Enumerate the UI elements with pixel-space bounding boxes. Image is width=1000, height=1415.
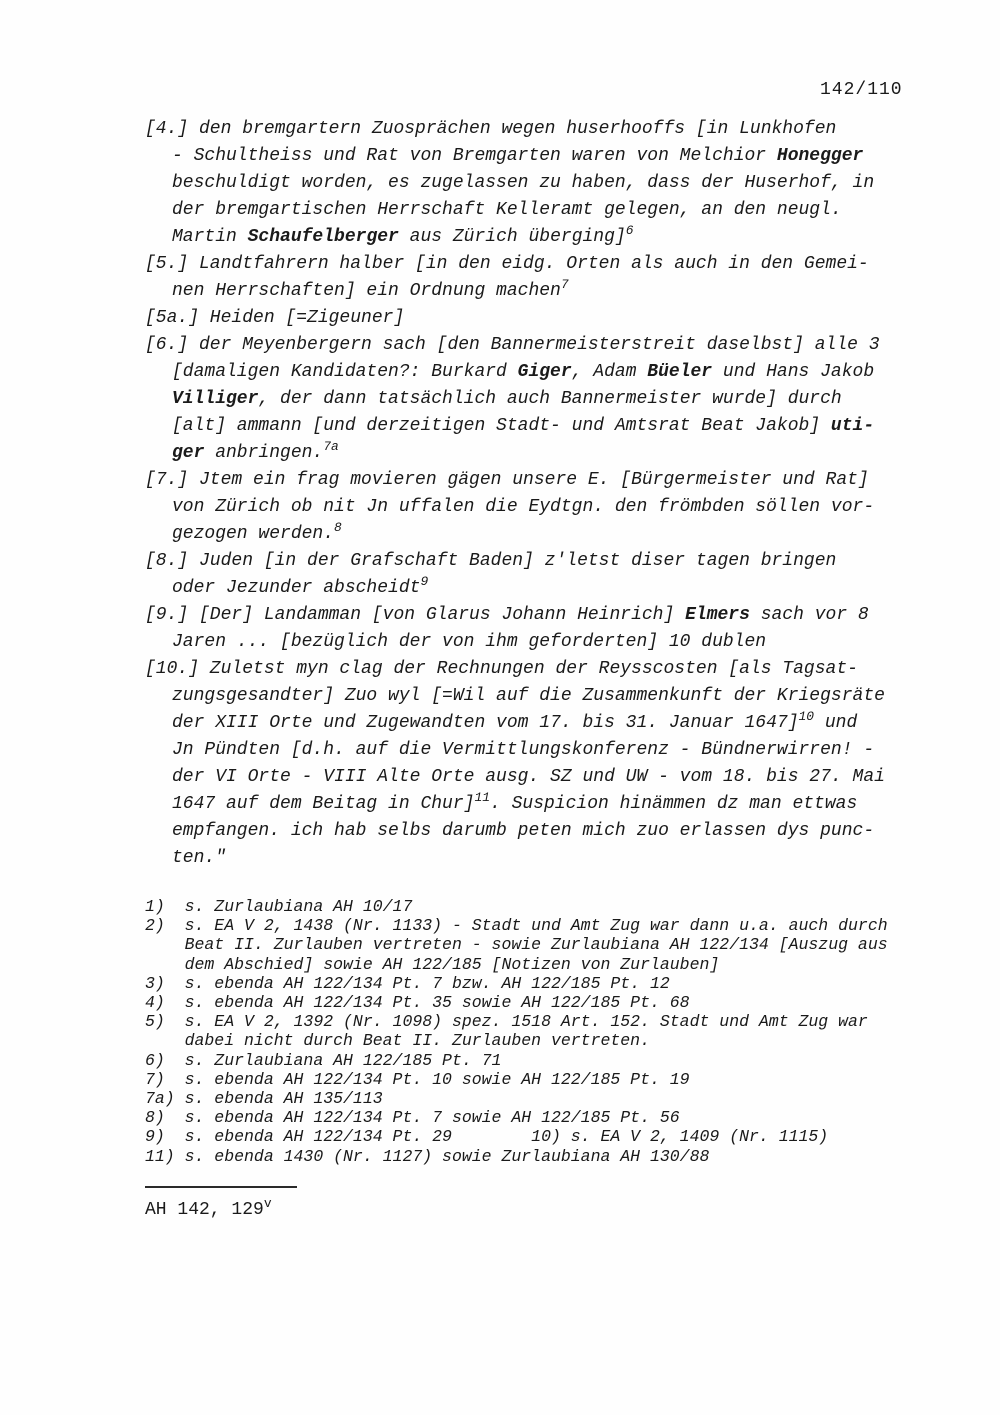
text-segment: [9.] [Der] Landamman [von Glarus Johann Heinrich] <box>145 605 686 625</box>
body-line <box>172 683 945 710</box>
footnote-line: 2) s. EA V 2, 1438 (Nr. 1133) - Stadt und Amt Zug war dann u.a. auch durch <box>145 916 888 936</box>
footnote-reference-marker: 9 <box>420 574 429 589</box>
text-segment: Martin <box>172 227 248 247</box>
body-line <box>172 521 945 548</box>
source-reference-text: AH 142, 129 <box>145 1200 264 1220</box>
body-line <box>172 710 945 737</box>
body-line <box>172 224 945 251</box>
text-segment: Elmers <box>685 605 750 625</box>
text-segment: Schaufelberger <box>247 227 399 247</box>
text-segment: Villiger <box>172 389 259 409</box>
text-segment: der VI Orte - VIII Alte Orte ausg. SZ und UW - vom 18. bis 27. Mai <box>172 767 885 787</box>
text-segment: nen Herrschaften] ein Ordnung machen <box>172 281 561 301</box>
footnote-reference-marker: 8 <box>334 520 342 535</box>
footnote-line: 7a) s. ebenda AH 135/113 <box>145 1089 383 1109</box>
footnote-reference-marker: 7 <box>560 277 569 292</box>
body-item-5 <box>145 251 945 305</box>
footnote-reference-marker: 6 <box>625 223 634 238</box>
footnote-line: dem Abschied] sowie AH 122/185 [Notizen von Zurlauben] <box>145 954 720 974</box>
text-segment: [5a.] Heiden [=Zigeuner] <box>145 308 405 328</box>
text-segment: Jn Pündten [d.h. auf die Vermittlungskonferenz - Bündnerwirren! - <box>172 740 875 760</box>
body-line <box>172 629 945 656</box>
body-line <box>145 332 945 359</box>
body-line <box>172 170 945 197</box>
body-item-6 <box>145 332 945 467</box>
footnote-line: 3) s. ebenda AH 122/134 Pt. 7 bzw. AH 122/185 Pt. 12 <box>145 973 670 993</box>
text-segment: 1647 auf dem Beitag in Chur] <box>172 794 475 814</box>
body-line <box>172 197 945 224</box>
text-segment: . Suspicion hinämmen dz man ettwas <box>490 794 858 814</box>
text-segment: Büeler <box>647 362 713 382</box>
text-segment: der XIII Orte und Zugewandten vom 17. bis 31. Januar 1647] <box>172 713 799 733</box>
text-segment: [7.] Jtem ein frag movieren gägen unsere E. [Bürgermeister und Rat] <box>145 470 869 490</box>
text-segment: und <box>814 713 858 733</box>
footnote-line: 9) s. ebenda AH 122/134 Pt. 29 10) s. EA V 2, 1409 (Nr. 1115) <box>145 1127 829 1147</box>
text-segment: beschuldigt worden, es zugelassen zu haben, dass der Huserhof, in <box>172 173 875 193</box>
text-segment: - Schultheiss und Rat von Bremgarten waren von Melchior <box>172 146 777 166</box>
footnote-reference-marker: 7a <box>323 439 339 454</box>
text-segment: oder Jezunder abscheidt <box>172 578 421 598</box>
text-segment: Giger <box>517 362 572 382</box>
text-segment: Jaren ... [bezüglich der von ihm geforderten] 10 dublen <box>172 632 767 652</box>
text-segment: [5.] Landtfahrern halber [in den eidg. Orten als auch in den Gemei- <box>145 254 869 274</box>
source-reference <box>145 1196 272 1220</box>
footnote-reference-marker: 11 <box>474 790 490 805</box>
body-line <box>145 602 945 629</box>
body-line <box>172 764 945 791</box>
text-segment: von Zürich ob nit Jn uffalen die Eydtgn. den frömbden söllen vor- <box>172 497 875 517</box>
footnote-reference-marker: 10 <box>798 709 815 724</box>
footnotes <box>145 897 945 1166</box>
source-reference-sup: v <box>263 1196 272 1211</box>
body-item-4 <box>145 116 945 251</box>
body-line <box>172 845 945 872</box>
document-body <box>145 116 945 872</box>
text-segment: sach vor 8 <box>749 605 869 625</box>
body-item-7 <box>145 467 945 548</box>
body-line <box>172 818 945 845</box>
text-segment: ten." <box>172 848 227 868</box>
text-segment: [damaligen Kandidaten?: Burkard <box>172 362 518 382</box>
text-segment: zungsgesandter] Zuo wyl [=Wil auf die Zusammenkunft der Kriegsräte <box>172 686 885 706</box>
body-line <box>145 305 945 332</box>
body-line <box>172 386 945 413</box>
body-line <box>172 413 945 440</box>
footnote-line: Beat II. Zurlauben vertreten - sowie Zurlaubiana AH 122/134 [Auszug aus <box>145 935 888 955</box>
footnote-line: 8) s. ebenda AH 122/134 Pt. 7 sowie AH 122/185 Pt. 56 <box>145 1108 680 1128</box>
footnote-line: dabei nicht durch Beat II. Zurlauben vertreten. <box>145 1031 650 1051</box>
body-line <box>172 278 945 305</box>
text-segment: anbringen. <box>204 443 324 463</box>
body-line <box>145 467 945 494</box>
body-line <box>145 251 945 278</box>
footnote-line: 11) s. ebenda 1430 (Nr. 1127) sowie Zurlaubiana AH 130/88 <box>145 1146 710 1166</box>
body-line <box>172 791 945 818</box>
text-segment: gezogen werden. <box>172 524 335 544</box>
text-segment: [6.] der Meyenbergern sach [den Bannermeisterstreit daselbst] alle 3 <box>145 335 880 355</box>
text-segment: [10.] Zuletst myn clag der Rechnungen der Reysscosten [als Tagsat- <box>145 659 858 679</box>
text-segment: empfangen. ich hab selbs darumb peten mich zuo erlassen dys punc- <box>172 821 875 841</box>
body-line <box>172 143 945 170</box>
footnote-line: 5) s. EA V 2, 1392 (Nr. 1098) spez. 1518 Art. 152. Stadt und Amt Zug war <box>145 1012 868 1032</box>
text-segment: , Adam <box>571 362 648 382</box>
body-line <box>145 656 945 683</box>
body-line <box>172 737 945 764</box>
footnote-line: 4) s. ebenda AH 122/134 Pt. 35 sowie AH 122/185 Pt. 68 <box>145 993 690 1013</box>
footnote-line: 1) s. Zurlaubiana AH 10/17 <box>145 897 413 916</box>
body-line <box>172 359 945 386</box>
body-item-5a <box>145 305 945 332</box>
text-segment: und Hans Jakob <box>712 362 875 382</box>
text-segment: der bremgartischen Herrschaft Kelleramt gelegen, an den neugl. <box>172 200 842 220</box>
text-segment: ger <box>172 443 205 463</box>
body-line <box>145 116 945 143</box>
divider-line <box>145 1186 297 1188</box>
text-segment: uti- <box>830 416 875 436</box>
body-item-10 <box>145 656 945 872</box>
footnote-line: 6) s. Zurlaubiana AH 122/185 Pt. 71 <box>145 1050 502 1070</box>
text-segment: [4.] den bremgartern Zuosprächen wegen huserhooffs [in Lunkhofen <box>145 119 837 139</box>
footnote-line: 7) s. ebenda AH 122/134 Pt. 10 sowie AH 122/185 Pt. 19 <box>145 1069 690 1089</box>
text-segment: [alt] ammann [und derzeitigen Stadt- und Amtsrat Beat Jakob] <box>172 416 831 436</box>
text-segment: Honegger <box>776 146 864 166</box>
body-line <box>172 494 945 521</box>
page-number: 142/110 <box>820 80 903 100</box>
text-segment: , der dann tatsächlich auch Bannermeister wurde] durch <box>258 389 842 409</box>
body-line <box>172 440 945 467</box>
body-item-9 <box>145 602 945 656</box>
body-line <box>145 548 945 575</box>
body-line <box>172 575 945 602</box>
text-segment: aus Zürich überging] <box>398 227 626 247</box>
body-item-8 <box>145 548 945 602</box>
text-segment: [8.] Juden [in der Grafschaft Baden] z'letst diser tagen bringen <box>145 551 837 571</box>
